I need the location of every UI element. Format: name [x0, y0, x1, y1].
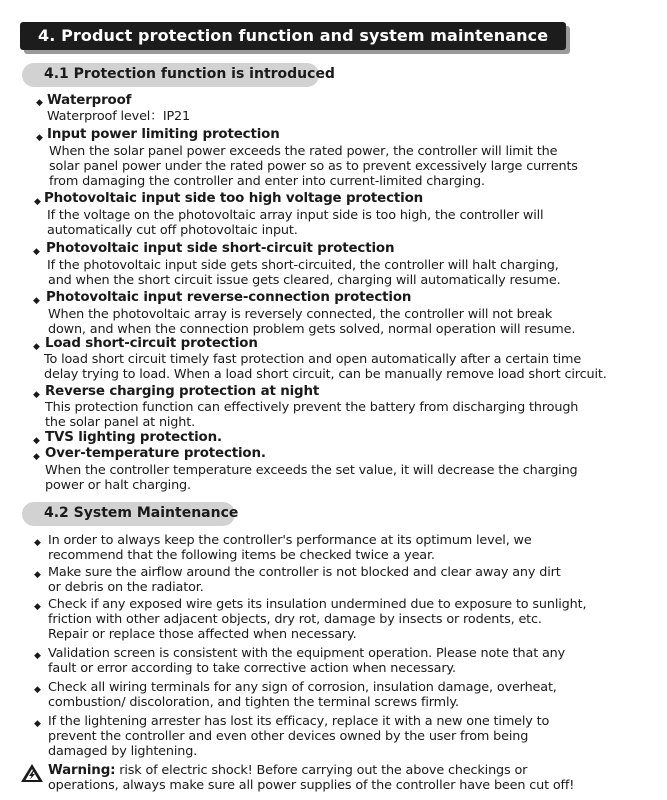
item-text: If the photovoltaic input side gets short-circuited, the controller will halt charging,: [47, 258, 559, 273]
item-text: Make sure the airflow around the controller is not blocked and clear away any dirt: [48, 565, 561, 580]
item-title: Input power limiting protection: [47, 127, 280, 142]
bullet-icon: ◆: [36, 133, 43, 143]
bullet-icon: ◆: [34, 685, 41, 695]
item-title: Reverse charging protection at night: [45, 384, 320, 399]
bullet-icon: ◆: [33, 296, 40, 306]
item-text: solar panel power under the rated power so as to prevent excessively large currents: [49, 159, 578, 174]
item-title: Load short-circuit protection: [45, 336, 258, 351]
item-title: Waterproof: [47, 93, 132, 108]
warning-label: Warning:: [48, 763, 116, 778]
item-title: Photovoltaic input reverse-connection protection: [46, 290, 412, 305]
item-title: Over-temperature protection.: [45, 446, 266, 461]
bullet-icon: ◆: [36, 98, 43, 108]
bullet-icon: ◆: [34, 719, 41, 729]
bullet-icon: ◆: [34, 651, 41, 661]
item-text: friction with other adjacent objects, dry rot, damage by insects or rodents, etc.: [48, 612, 542, 627]
item-title: Photovoltaic input side too high voltage protection: [44, 191, 424, 206]
item-text: from damaging the controller and enter into current-limited charging.: [49, 174, 485, 189]
item-text: Check if any exposed wire gets its insulation undermined due to exposure to sunlight,: [48, 597, 587, 612]
item-text: delay trying to load. When a load short circuit, can be manually remove load short circuit.: [44, 367, 607, 382]
item-title: Photovoltaic input side short-circuit protection: [46, 241, 395, 256]
item-text: If the lightening arrester has lost its efficacy, replace it with a new one timely to: [48, 714, 550, 729]
bullet-icon: ◆: [33, 436, 40, 446]
warning-text: [48, 763, 527, 778]
item-text: Repair or replace those affected when necessary.: [48, 627, 357, 642]
section-4-2-heading-text: 4.2 System Maintenance: [44, 505, 239, 521]
item-text: In order to always keep the controller's performance at its optimum level, we: [48, 533, 532, 548]
item-text: fault or error according to take corrective action when necessary.: [48, 661, 456, 676]
bullet-icon: ◆: [33, 452, 40, 462]
item-text: When the solar panel power exceeds the rated power, the controller will limit the: [49, 144, 558, 159]
warning-triangle-icon: [20, 763, 44, 783]
item-text: the solar panel at night.: [45, 415, 196, 430]
item-text: power or halt charging.: [45, 478, 191, 493]
item-text: recommend that the following items be checked twice a year.: [48, 548, 435, 563]
item-text: prevent the controller and even other devices owned by the user from being: [48, 729, 529, 744]
item-text: damaged by lightening.: [48, 744, 198, 759]
item-text: To load short circuit timely fast protection and open automatically after a certain time: [44, 352, 582, 367]
item-title: TVS lighting protection.: [45, 430, 222, 445]
item-text: If the voltage on the photovoltaic array input side is too high, the controller will: [47, 208, 544, 223]
item-text: Waterproof level：IP21: [47, 109, 191, 124]
bullet-icon: ◆: [33, 342, 40, 352]
item-text: This protection function can effectively prevent the battery from discharging through: [45, 400, 579, 415]
section-4-1-heading-text: 4.1 Protection function is introduced: [44, 66, 335, 82]
warning-body: risk of electric shock! Before carrying out the above checkings or: [115, 763, 528, 778]
item-text: automatically cut off photovoltaic input.: [47, 223, 298, 238]
bullet-icon: ◆: [33, 247, 40, 257]
bullet-icon: ◆: [34, 538, 41, 548]
item-text: combustion/ discoloration, and tighten the terminal screws firmly.: [48, 695, 459, 710]
bullet-icon: ◆: [33, 390, 40, 400]
warning-text-line2: operations, always make sure all power supplies of the controller have been cut off!: [48, 778, 575, 793]
bullet-icon: ◆: [34, 602, 41, 612]
bullet-icon: ◆: [34, 197, 41, 207]
item-text: Validation screen is consistent with the equipment operation. Please note that any: [48, 646, 566, 661]
bullet-icon: ◆: [34, 570, 41, 580]
item-text: Check all wiring terminals for any sign of corrosion, insulation damage, overheat,: [48, 680, 557, 695]
item-text: down, and when the connection problem gets solved, normal operation will resume.: [48, 322, 576, 337]
item-text: or debris on the radiator.: [48, 580, 204, 595]
item-text: When the photovoltaic array is reversely connected, the controller will not break: [48, 307, 553, 322]
item-text: and when the short circuit issue gets cleared, charging will automatically resume.: [48, 273, 561, 288]
page-title: 4. Product protection function and system maintenance: [38, 26, 549, 45]
item-text: When the controller temperature exceeds the set value, it will decrease the charging: [45, 463, 578, 478]
